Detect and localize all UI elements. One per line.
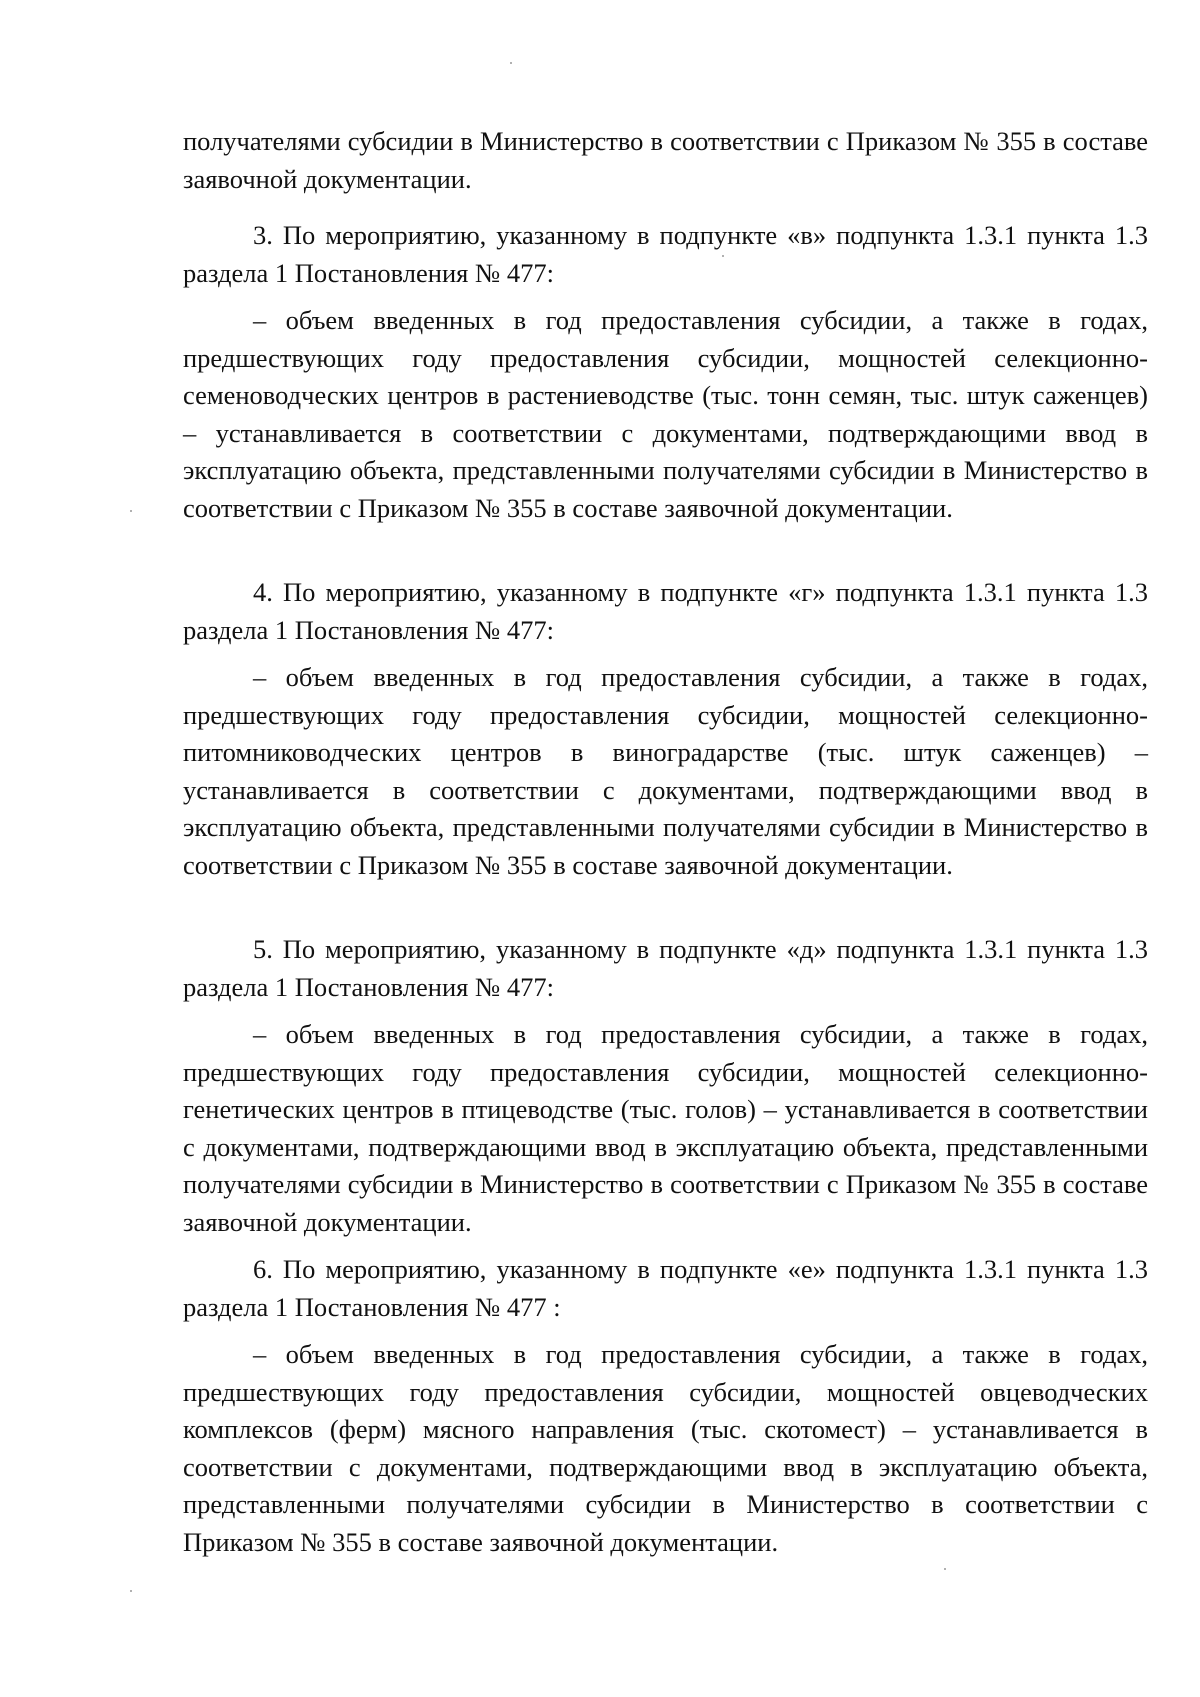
scan-speck: [130, 510, 132, 512]
item-4-heading: 4. По мероприятию, указанному в подпункте «г» подпункта 1.3.1 пункта 1.3 раздела 1 Постановления № 477:: [183, 577, 1148, 645]
scan-speck: [722, 255, 724, 257]
item-3: [183, 217, 1148, 527]
item-3-body: – объем введенных в год предоставления субсидии, а также в годах, предшествующих году предоставления субсидии, мощностей селекционно-семеноводческих центров в растениеводстве (тыс. тонн семян, тыс. штук саженцев) – устанавливается в соответствии с документами, подтверждающими ввод в эксплуатацию объекта, представленными получателями субсидии в Министерство в соответствии с Приказом № 355 в составе заявочной документации.: [183, 305, 1148, 523]
item-4-body: – объем введенных в год предоставления субсидии, а также в годах, предшествующих году предоставления субсидии, мощностей селекционно-питомниководческих центров в виноградарстве (тыс. штук саженцев) – устанавливается в соответствии с документами, подтверждающими ввод в эксплуатацию объекта, представленными получателями субсидии в Министерство в соответствии с Приказом № 355 в составе заявочной документации.: [183, 662, 1148, 880]
item-6-heading: 6. По мероприятию, указанному в подпункте «е» подпункта 1.3.1 пункта 1.3 раздела 1 Постановления № 477 :: [183, 1254, 1148, 1322]
scan-speck: [130, 1590, 132, 1592]
item-5: [183, 931, 1148, 1241]
item-3-heading: 3. По мероприятию, указанному в подпункте «в» подпункта 1.3.1 пункта 1.3 раздела 1 Постановления № 477:: [183, 220, 1148, 288]
item-6-body: – объем введенных в год предоставления субсидии, а также в годах, предшествующих году предоставления субсидии, мощностей овцеводческих комплексов (ферм) мясного направления (тыс. скотомест) – устанавливается в соответствии с документами, подтверждающими ввод в эксплуатацию объекта, представленными получателями субсидии в Министерство в соответствии с Приказом № 355 в составе заявочной документации.: [183, 1339, 1148, 1557]
item-4: [183, 574, 1148, 884]
intro-paragraph: получателями субсидии в Министерство в соответствии с Приказом № 355 в составе заявочной документации.: [183, 126, 1148, 194]
scan-speck: [944, 1568, 946, 1570]
item-5-heading: 5. По мероприятию, указанному в подпункте «д» подпункта 1.3.1 пункта 1.3 раздела 1 Постановления № 477:: [183, 934, 1148, 1002]
scan-speck: [510, 62, 512, 64]
item-5-body: – объем введенных в год предоставления субсидии, а также в годах, предшествующих году предоставления субсидии, мощностей селекционно-генетических центров в птицеводстве (тыс. голов) – устанавливается в соответствии с документами, подтверждающими ввод в эксплуатацию объекта, представленными получателями субсидии в Министерство в соответствии с Приказом № 355 в составе заявочной документации.: [183, 1019, 1148, 1237]
item-6: [183, 1251, 1148, 1561]
